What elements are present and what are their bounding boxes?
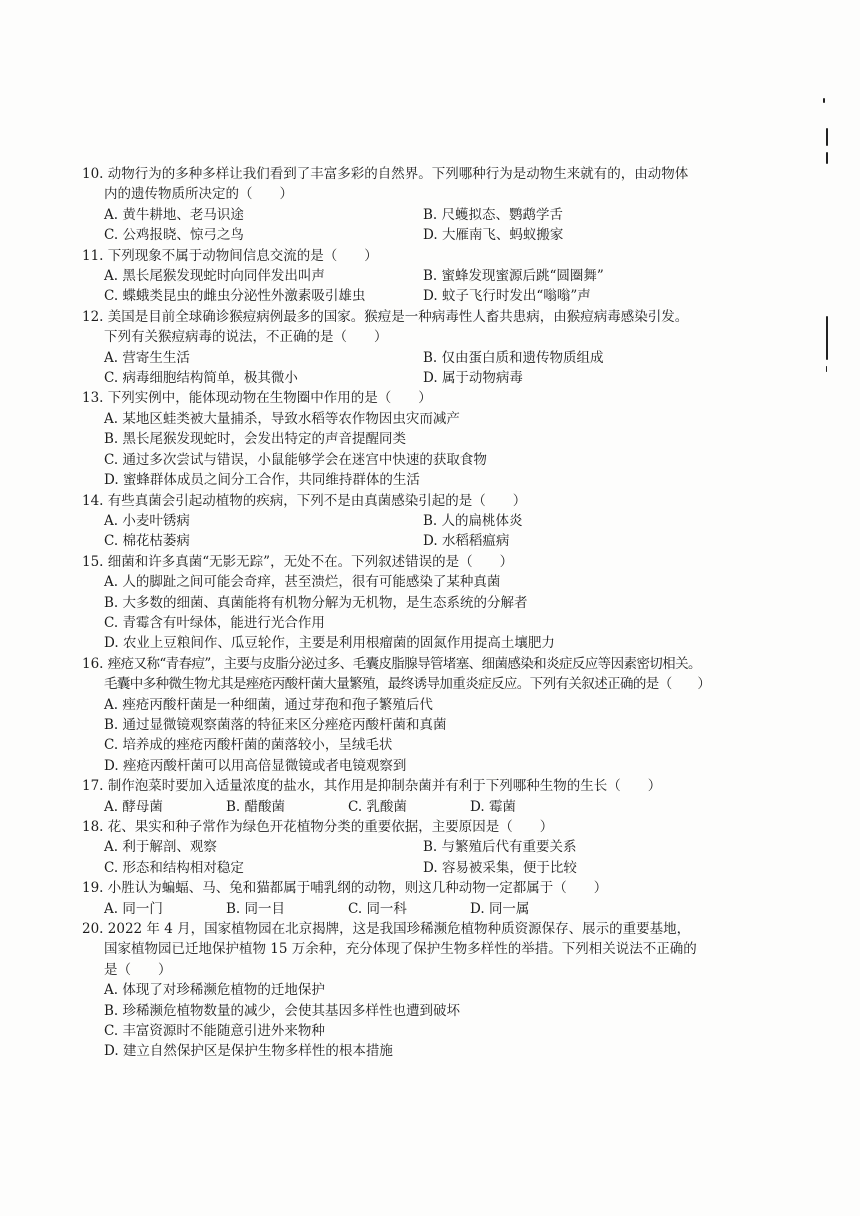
option-c: C. 乳酸菌 <box>348 798 407 815</box>
option-b: B. 通过显微镜观察菌落的特征来区分痤疮丙酸杆菌和真菌 <box>104 716 447 733</box>
option-a: A. 黄牛耕地、老马识途 <box>104 206 244 223</box>
option-a: A. 体现了对珍稀濒危植物的迁地保护 <box>104 982 325 999</box>
option-b: B. 人的扁桃体炎 <box>423 512 523 529</box>
option-d: D. 建立自然保护区是保护生物多样性的根本措施 <box>104 1043 393 1060</box>
scan-mark <box>826 366 827 372</box>
question-19 <box>82 878 742 919</box>
option-c: C. 丰富资源时不能随意引进外来物种 <box>104 1023 325 1040</box>
option-c: C. 形态和结构相对稳定 <box>104 859 244 876</box>
option-c: C. 蝶蛾类昆虫的雌虫分泌性外激素吸引雄虫 <box>104 288 366 305</box>
question-stem: 小胜认为蝙蝠、马、兔和猫都属于哺乳纲的动物，则这几种动物一定都属于（ ） <box>107 880 608 897</box>
option-a: A. 人的脚趾之间可能会奇痒，甚至溃烂，很有可能感染了某种真菌 <box>104 574 501 591</box>
option-d: D. 容易被采集，便于比较 <box>423 859 577 876</box>
option-d: D. 蜜蜂群体成员之间分工合作，共同维持群体的生活 <box>104 472 420 489</box>
option-a: A. 营寄生生活 <box>104 349 190 366</box>
question-number: 17. <box>82 778 104 795</box>
question-stem-continued: 是（ ） <box>104 961 172 978</box>
option-b: B. 蜜蜂发现蜜源后跳“圆圈舞” <box>423 268 604 285</box>
question-list <box>82 164 742 1062</box>
question-18 <box>82 817 742 878</box>
question-number: 15. <box>82 553 104 570</box>
option-c: C. 通过多次尝试与错误，小鼠能够学会在迷宫中快速的获取食物 <box>104 451 487 468</box>
option-c: C. 培养成的痤疮丙酸杆菌的菌落较小，呈绒毛状 <box>104 737 393 754</box>
option-d: D. 农业上豆粮间作、瓜豆轮作，主要是利用根瘤菌的固氮作用提高土壤肥力 <box>104 635 555 652</box>
scan-mark <box>826 128 828 146</box>
option-a: A. 同一门 <box>104 900 163 917</box>
option-b: B. 醋酸菌 <box>226 798 286 815</box>
option-a: A. 酵母菌 <box>104 798 163 815</box>
option-a: A. 痤疮丙酸杆菌是一种细菌，通过芽孢和孢子繁殖后代 <box>104 696 433 713</box>
question-stem: 动物行为的多种多样让我们看到了丰富多彩的自然界。下列哪种行为是动物生来就有的，由动物体 <box>107 166 689 182</box>
option-c: C. 公鸡报晓、惊弓之鸟 <box>104 227 244 244</box>
option-b: B. 同一目 <box>226 900 286 917</box>
question-10 <box>82 164 742 246</box>
option-d: D. 痤疮丙酸杆菌可以用高倍显微镜或者电镜观察到 <box>104 757 407 774</box>
question-13 <box>82 388 742 490</box>
option-b: B. 仅由蛋白质和遗传物质组成 <box>423 349 604 366</box>
option-d: D. 属于动物病毒 <box>423 370 523 387</box>
question-stem: 下列实例中，能体现动物在生物圈中作用的是（ ） <box>107 390 432 407</box>
question-11 <box>82 246 742 307</box>
question-stem-continued: 毛囊中多种微生物尤其是痤疮丙酸杆菌大量繁殖，最终诱导加重炎症反应。下列有关叙述正确的是（ ） <box>104 676 711 693</box>
option-b: B. 黑长尾猴发现蛇时，会发出特定的声音提醒同类 <box>104 431 407 448</box>
question-number: 10. <box>82 166 104 182</box>
question-stem: 2022 年 4 月，国家植物园在北京揭牌，这是我国珍稀濒危植物种质资源保存、展示的重要基地， <box>107 921 691 938</box>
question-stem: 痤疮又称“青春痘”，主要与皮脂分泌过多、毛囊皮脂腺导管堵塞、细菌感染和炎症反应等因素密切相关。 <box>107 655 701 672</box>
question-20 <box>82 919 742 1062</box>
question-stem: 细菌和许多真菌“无影无踪”，无处不在。下列叙述错误的是（ ） <box>107 553 514 570</box>
question-stem: 下列现象不属于动物间信息交流的是（ ） <box>107 247 378 264</box>
question-number: 12. <box>82 308 104 325</box>
question-stem-continued: 内的遗传物质所决定的（ ） <box>104 186 293 203</box>
option-b: B. 大多数的细菌、真菌能将有机物分解为无机物，是生态系统的分解者 <box>104 594 528 611</box>
question-stem: 制作泡菜时要加入适量浓度的盐水，其作用是抑制杂菌并有利于下列哪种生物的生长（ ） <box>107 778 662 795</box>
question-12 <box>82 307 742 389</box>
option-c: C. 棉花枯萎病 <box>104 533 190 550</box>
option-c: C. 青霉含有叶绿体，能进行光合作用 <box>104 614 325 631</box>
option-b: B. 珍稀濒危植物数量的减少，会使其基因多样性也遭到破坏 <box>104 1002 461 1019</box>
question-17 <box>82 776 742 817</box>
question-number: 16. <box>82 655 104 672</box>
option-a: A. 小麦叶锈病 <box>104 512 190 529</box>
option-d: D. 霉菌 <box>470 798 516 815</box>
question-16 <box>82 654 742 776</box>
option-d: D. 蚊子飞行时发出“嗡嗡”声 <box>423 288 591 305</box>
option-c: C. 同一科 <box>348 900 407 917</box>
question-stem: 美国是目前全球确诊猴痘病例最多的国家。猴痘是一种病毒性人畜共患病，由猴痘病毒感染引发。 <box>107 308 689 325</box>
question-stem-continued: 国家植物园已迁地保护植物 15 万余种，充分体现了保护生物多样性的举措。下列相关说法不正确的 <box>104 941 697 958</box>
question-stem: 有些真菌会引起动植物的疾病，下列不是由真菌感染引起的是（ ） <box>107 492 527 509</box>
question-number: 14. <box>82 492 104 509</box>
question-stem: 花、果实和种子常作为绿色开花植物分类的重要依据，主要原因是（ ） <box>107 819 554 835</box>
question-number: 18. <box>82 819 104 835</box>
question-stem-continued: 下列有关猴痘病毒的说法，不正确的是（ ） <box>104 329 388 346</box>
question-number: 11. <box>82 247 104 264</box>
option-a: A. 黑长尾猴发现蛇时向同伴发出叫声 <box>104 268 325 285</box>
question-14 <box>82 491 742 552</box>
option-d: D. 大雁南飞、蚂蚁搬家 <box>423 227 564 244</box>
scan-mark <box>826 152 828 164</box>
question-15 <box>82 552 742 654</box>
scan-mark <box>823 98 825 103</box>
option-d: D. 同一属 <box>470 900 530 917</box>
question-number: 19. <box>82 880 104 897</box>
option-b: B. 与繁殖后代有重要关系 <box>423 839 577 856</box>
option-a: A. 利于解剖、观察 <box>104 839 217 856</box>
option-d: D. 水稻稻瘟病 <box>423 533 510 550</box>
scan-mark <box>826 316 828 360</box>
option-b: B. 尺蠖拟态、鹦鹉学舌 <box>423 206 564 223</box>
question-number: 20. <box>82 921 104 938</box>
question-number: 13. <box>82 390 104 407</box>
option-c: C. 病毒细胞结构简单，极其微小 <box>104 370 298 387</box>
option-a: A. 某地区蛙类被大量捕杀，导致水稻等农作物因虫灾而减产 <box>104 410 460 427</box>
